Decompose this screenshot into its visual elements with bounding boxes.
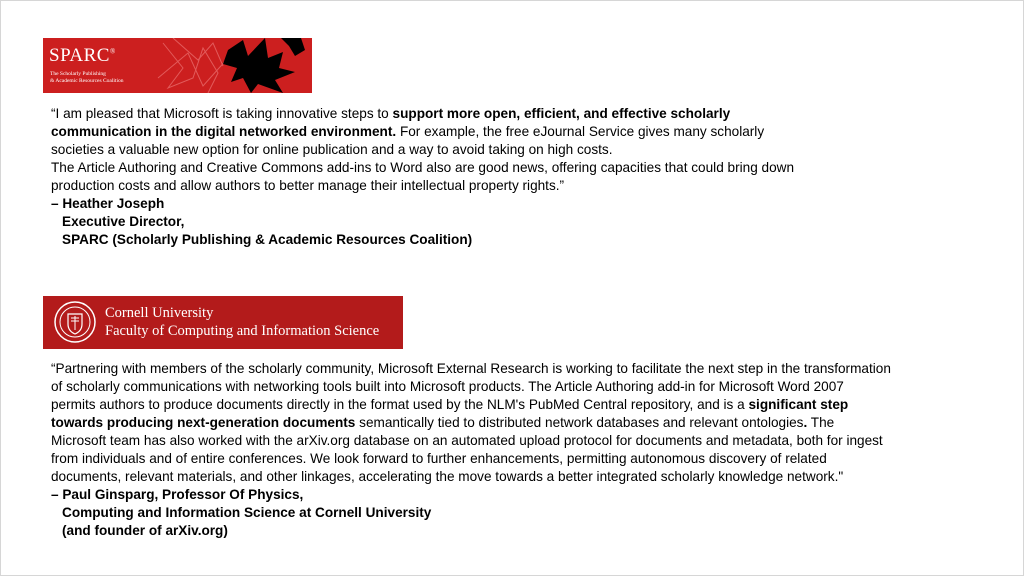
quote-line: towards producing next-generation documents semantically tied to distributed network databases and relevant ontologies. The xyxy=(51,415,835,430)
quote-attribution-note: (and founder of arXiv.org) xyxy=(62,523,228,538)
cornell-seal-icon xyxy=(53,300,97,344)
quote-line: “Partnering with members of the scholarly community, Microsoft External Research is working to facilitate the next step in the transformation xyxy=(51,361,891,376)
quote-line: The Article Authoring and Creative Commons add-ins to Word also are good news, offering capacities that could bring down xyxy=(51,160,795,175)
cornell-logo xyxy=(43,296,403,349)
quote-line: societies a valuable new option for online publication and a way to avoid taking on high costs. xyxy=(51,142,613,157)
quote-sparc xyxy=(51,105,794,249)
quote-attribution-title: Executive Director, xyxy=(62,214,185,229)
quote-line: Microsoft team has also worked with the arXiv.org database on an automated upload protocol for documents and metadata, both for ingest xyxy=(51,433,883,448)
quote-cornell xyxy=(51,360,891,540)
sparc-logo-name: SPARC® xyxy=(49,45,116,66)
quote-attribution-title: Computing and Information Science at Cornell University xyxy=(62,505,432,520)
quote-attribution-org: SPARC (Scholarly Publishing & Academic Resources Coalition) xyxy=(62,232,473,247)
quote-line: communication in the digital networked environment. For example, the free eJournal Service gives many scholarly xyxy=(51,124,765,139)
quote-line: permits authors to produce documents directly in the format used by the NLM's PubMed Central repository, and is a significant step xyxy=(51,397,849,412)
sparc-logo xyxy=(43,38,312,93)
cornell-logo-text: Cornell University Faculty of Computing and Information Science xyxy=(105,305,380,339)
quote-attribution-name: – Heather Joseph xyxy=(51,196,165,211)
quote-line: “I am pleased that Microsoft is taking innovative steps to support more open, efficient, and effective scholarly xyxy=(51,106,731,121)
quote-attribution-name: – Paul Ginsparg, Professor Of Physics, xyxy=(51,487,304,502)
quote-line: from individuals and of entire conferences. We look forward to further enhancements, permitting autonomous discovery of related xyxy=(51,451,827,466)
quote-line: production costs and allow authors to better manage their intellectual property rights.” xyxy=(51,178,565,193)
sparc-logo-subtitle: The Scholarly Publishing & Academic Resources Coalition xyxy=(50,71,124,84)
quote-line: of scholarly communications with networking tools built into Microsoft products. The Article Authoring add-in for Microsoft Word 2007 xyxy=(51,379,844,394)
quote-line: documents, relevant materials, and other linkages, accelerating the move towards a better integrated scholarly knowledge network." xyxy=(51,469,844,484)
